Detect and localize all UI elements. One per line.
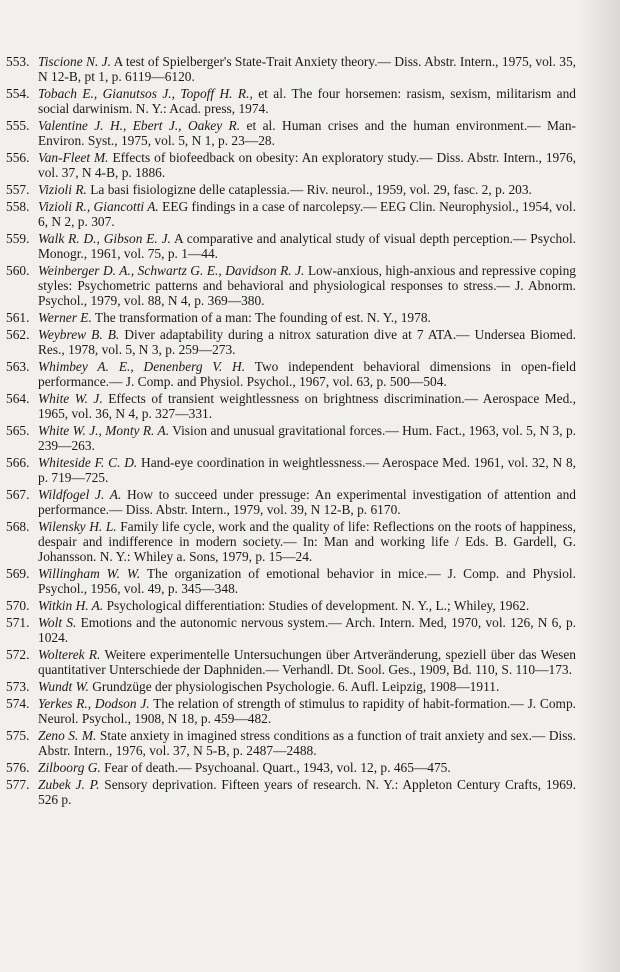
reference-text: Low-anxious, high-anxious and repressive coping styles: Psychometric patterns and behavioral and physiological responses to stress.— J. Abnorm. Psychol., 1979, vol. 88, N 4, p. 369—380. xyxy=(38,263,576,308)
reference-text: et al. The four horsemen: rasism, sexism, militarism and social darwinism. N. Y.: Acad. press, 1974. xyxy=(38,86,576,116)
reference-item xyxy=(6,761,576,776)
page-edge-shadow xyxy=(580,0,620,972)
reference-text: Fear of death.— Psychoanal. Quart., 1943, vol. 12, p. 465—475. xyxy=(104,760,451,776)
reference-text: Family life cycle, work and the quality of life: Reflections on the roots of happiness, despair and indifference in modern society.— In: Man and working life / Eds. B. Gardell, G. Johansson. N. Y.: Whiley a. Sons, 1979, p. 15—24. xyxy=(38,519,576,564)
reference-item xyxy=(6,616,576,646)
reference-text: Psychological differentiation: Studies of development. N. Y., L.; Whiley, 1962. xyxy=(106,598,530,613)
reference-author: Wildfogel J. A. xyxy=(38,487,122,503)
reference-item xyxy=(6,360,576,390)
reference-number: 563. xyxy=(6,359,30,375)
reference-author: Vizioli R., Giancotti A. xyxy=(38,199,159,215)
reference-item xyxy=(6,232,576,262)
reference-author: Wolt S. xyxy=(38,615,77,631)
reference-author: White W. J. xyxy=(38,391,103,407)
reference-item xyxy=(6,680,576,695)
reference-number: 568. xyxy=(6,519,30,535)
reference-item xyxy=(6,488,576,518)
reference-author: Whimbey A. E., Denenberg V. H. xyxy=(38,359,246,375)
reference-item xyxy=(6,151,576,181)
reference-item xyxy=(6,264,576,309)
reference-item xyxy=(6,424,576,454)
reference-author: Wolterek R. xyxy=(38,647,101,663)
reference-number: 569. xyxy=(6,566,30,581)
reference-author: Zubek J. P. xyxy=(38,777,100,793)
reference-author: Weybrew B. B. xyxy=(38,327,120,343)
reference-item xyxy=(6,729,576,759)
reference-text: Sensory deprivation. Fifteen years of research. N. Y.: Appleton Century Crafts, 1969. 526 p. xyxy=(38,777,576,808)
reference-text: Hand-eye coordination in weightlessness.— Aerospace Med. 1961, vol. 32, N 8, p. 719—725. xyxy=(38,455,576,485)
reference-text: Vision and unusual gravitational forces.— Hum. Fact., 1963, vol. 5, N 3, p. 239—263. xyxy=(38,423,577,453)
reference-number: 557. xyxy=(6,182,30,197)
reference-text: Effects of biofeedback on obesity: An exploratory study.— Diss. Abstr. Intern., 1976, vol. 37, N 4-B, p. 1886. xyxy=(38,150,576,180)
reference-item xyxy=(6,87,576,117)
reference-author: Walk R. D., Gibson E. J. xyxy=(38,231,171,247)
reference-author: Wilensky H. L. xyxy=(38,519,117,535)
reference-author: Tobach E., Gianutsos J., Topoff H. R., xyxy=(38,86,253,101)
reference-text: The transformation of a man: The founding of est. N. Y., 1978. xyxy=(94,310,431,325)
reference-author: Valentine J. H., Ebert J., Oakey R. xyxy=(38,118,241,133)
reference-item xyxy=(6,567,576,597)
reference-text: How to succeed under pressuge: An experimental investigation of attention and performance.— Diss. Abstr. Intern., 1979, vol. 39, N 12-B, p. 6170. xyxy=(38,487,576,517)
reference-number: 562. xyxy=(6,327,30,343)
reference-number: 560. xyxy=(6,263,30,279)
reference-text: Grundzüge der physiologischen Psychologie. 6. Aufl. Leipzig, 1908—1911. xyxy=(92,679,500,695)
reference-item xyxy=(6,778,576,808)
reference-item xyxy=(6,456,576,486)
reference-text: A test of Spielberger's State-Trait Anxiety theory.— Diss. Abstr. Intern., 1975, vol. 35, N 12-B, pt 1, p. 6119—6120. xyxy=(38,54,576,84)
reference-number: 559. xyxy=(6,231,30,247)
reference-item xyxy=(6,119,576,149)
reference-text: Two independent behavioral dimensions in open-field performance.— J. Comp. and Physiol. Psychol., 1967, vol. 63, p. 500—504. xyxy=(38,359,576,389)
reference-number: 573. xyxy=(6,679,30,695)
reference-number: 566. xyxy=(6,455,30,471)
reference-text: The relation of strength of stimulus to rapidity of habit-formation.— J. Comp. Neurol. Psychol., 1908, N 18, p. 459—482. xyxy=(38,696,577,727)
reference-number: 577. xyxy=(6,777,30,793)
reference-author: Witkin H. A. xyxy=(38,598,104,613)
reference-number: 572. xyxy=(6,647,30,663)
reference-number: 576. xyxy=(6,760,30,776)
reference-item xyxy=(6,200,576,230)
reference-text: A comparative and analytical study of visual depth perception.— Psychol. Monogr., 1961, vol. 75, p. 1—44. xyxy=(38,231,577,261)
reference-list xyxy=(6,55,576,810)
reference-text: Diver adaptability during a nitrox saturation dive at 7 ATA.— Undersea Biomed. Res., 1978, vol. 5, N 3, p. 259—273. xyxy=(38,327,576,357)
reference-text: Emotions and the autonomic nervous system.— Arch. Intern. Med, 1970, vol. 126, N 6, p. 1024. xyxy=(38,615,576,645)
reference-text: Effects of transient weightlessness on brightness discrimination.— Aerospace Med., 1965, vol. 36, N 4, p. 327—331. xyxy=(38,391,576,421)
reference-text: The organization of emotional behavior in mice.— J. Comp. and Physiol. Psychol., 1956, vol. 49, p. 345—348. xyxy=(38,566,576,596)
reference-item xyxy=(6,697,576,727)
reference-author: White W. J., Monty R. A. xyxy=(38,423,170,439)
reference-number: 554. xyxy=(6,86,30,101)
reference-author: Werner E. xyxy=(38,310,92,325)
reference-author: Tiscione N. J. xyxy=(38,54,111,69)
reference-item xyxy=(6,392,576,422)
reference-author: Weinberger D. A., Schwartz G. E., Davidson R. J. xyxy=(38,263,305,279)
reference-text: et al. Human crises and the human environment.— Man-Environ. Syst., 1975, vol. 5, N 1, p. 23—28. xyxy=(38,118,576,148)
reference-text: EEG findings in a case of narcolepsy.— EEG Clin. Neurophysiol., 1954, vol. 6, N 2, p. 307. xyxy=(38,199,576,229)
reference-item xyxy=(6,648,576,678)
reference-author: Van-Fleet M. xyxy=(38,150,109,165)
reference-number: 571. xyxy=(6,615,30,631)
reference-author: Whiteside F. C. D. xyxy=(38,455,138,471)
reference-number: 565. xyxy=(6,423,30,439)
reference-author: Zeno S. M. xyxy=(38,728,97,744)
reference-author: Wundt W. xyxy=(38,679,89,695)
reference-item xyxy=(6,520,576,565)
reference-number: 553. xyxy=(6,54,30,69)
reference-item xyxy=(6,55,576,85)
reference-author: Yerkes R., Dodson J. xyxy=(38,696,150,712)
reference-item xyxy=(6,328,576,358)
reference-number: 561. xyxy=(6,310,30,325)
reference-item xyxy=(6,183,576,198)
reference-author: Vizioli R. xyxy=(38,182,87,197)
reference-number: 558. xyxy=(6,199,30,215)
reference-text: State anxiety in imagined stress conditions as a function of trait anxiety and sex.— Diss. Abstr. Intern., 1976, vol. 37, N 5-B, p. 2487—2488. xyxy=(38,728,576,759)
reference-text: Weitere experimentelle Untersuchungen über Artveränderung, speziell über das Wesen quantitativer Unterschiede der Daphniden.— Verhandl. Dt. Sool. Ges., 1909, Bd. 110, S. 110—173. xyxy=(38,647,576,677)
reference-author: Willingham W. W. xyxy=(38,566,141,581)
reference-item xyxy=(6,599,576,614)
reference-text: La basi fisiologizne delle cataplessia.— Riv. neurol., 1959, vol. 29, fasc. 2, p. 203. xyxy=(90,182,532,197)
reference-number: 556. xyxy=(6,150,30,165)
reference-number: 555. xyxy=(6,118,30,133)
reference-number: 564. xyxy=(6,391,30,407)
reference-item xyxy=(6,311,576,326)
reference-number: 570. xyxy=(6,598,30,613)
reference-author: Zilboorg G. xyxy=(38,760,101,776)
reference-number: 575. xyxy=(6,728,30,744)
reference-number: 567. xyxy=(6,487,30,503)
reference-number: 574. xyxy=(6,696,30,712)
